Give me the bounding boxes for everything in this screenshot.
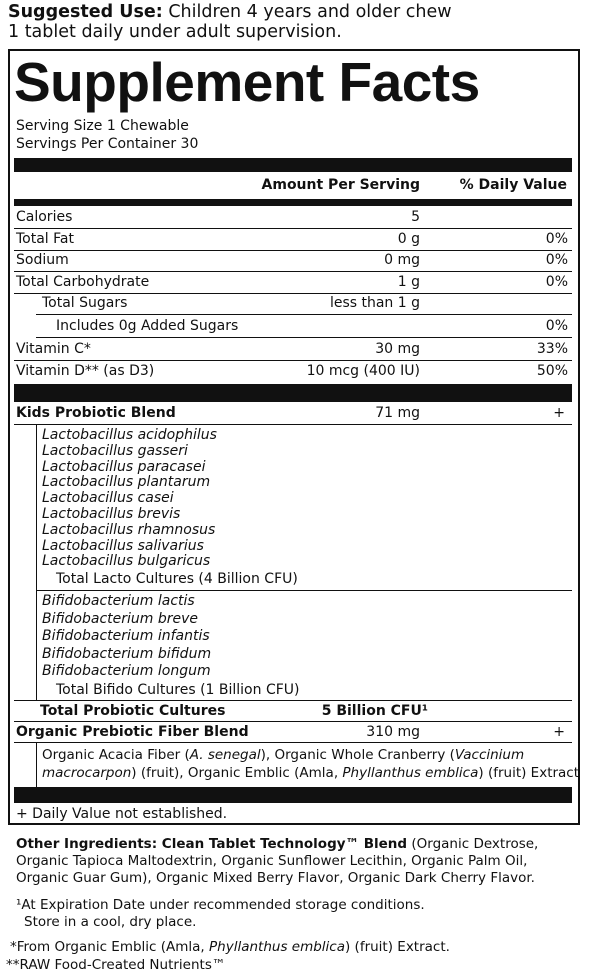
probiotic-blend-dv: +: [553, 405, 565, 421]
header-amount: Amount Per Serving: [261, 177, 420, 193]
fiber-blend-dv: +: [553, 724, 565, 740]
nutrient-name: Vitamin D** (as D3): [16, 363, 155, 379]
thick-divider-2: [14, 384, 572, 402]
strain-item: Bifidobacterium longum: [42, 663, 211, 680]
bifido-total: Total Bifido Cultures (1 Billion CFU): [56, 682, 300, 698]
strain-item: Lactobacillus plantarum: [42, 474, 211, 491]
nutrient-name: Total Sugars: [42, 295, 128, 311]
strain-item: Bifidobacterium bifidum: [42, 645, 212, 662]
probiotic-blend-name: Kids Probiotic Blend: [16, 405, 176, 421]
row-divider: [14, 360, 572, 361]
nutrient-daily-value: 33%: [536, 341, 568, 357]
nutrient-daily-value: 50%: [536, 363, 568, 379]
medium-divider: [14, 199, 572, 206]
nutrient-daily-value: 0%: [545, 231, 568, 247]
thick-divider: [14, 158, 572, 172]
nutrient-daily-value: 0%: [545, 318, 568, 334]
strain-item: Bifidobacterium breve: [42, 610, 199, 627]
nutrient-name: Vitamin C*: [16, 341, 91, 357]
row-divider: [14, 271, 572, 272]
strain-item: Lactobacillus gasseri: [42, 442, 188, 459]
nutrient-name: Total Fat: [16, 231, 74, 247]
header-daily-value: % Daily Value: [459, 177, 567, 193]
nutrient-amount: 0 mg: [384, 252, 420, 268]
servings-per-container: Servings Per Container 30: [16, 136, 199, 152]
row-divider: [14, 250, 572, 251]
row-divider: [14, 742, 572, 743]
fiber-blend-name: Organic Prebiotic Fiber Blend: [16, 724, 249, 740]
other-ingredients-label: Other Ingredients: Clean Tablet Technology™ Blend: [16, 836, 408, 852]
nutrient-amount: 10 mcg (400 IU): [306, 363, 420, 379]
row-divider: [14, 721, 572, 722]
expiration-note: ¹At Expiration Date under recommended storage conditions. Store in a cool, dry place.: [16, 897, 425, 930]
strain-item: Lactobacillus acidophilus: [42, 427, 217, 443]
footnote-vitamin-c: *From Organic Emblic (Amla, Phyllanthus emblica) (fruit) Extract.: [10, 939, 450, 955]
lacto-total: Total Lacto Cultures (4 Billion CFU): [56, 571, 298, 587]
row-divider: [36, 314, 572, 315]
row-divider: [14, 424, 572, 425]
footnote-vitamin-d: **RAW Food-Created Nutrients™: [6, 957, 226, 973]
nutrient-amount: 5: [411, 209, 420, 225]
row-divider: [14, 700, 572, 701]
fiber-indent-line: [36, 743, 37, 787]
nutrient-name: Total Carbohydrate: [16, 274, 150, 290]
strain-item: Lactobacillus brevis: [42, 506, 181, 522]
strain-item: Lactobacillus casei: [42, 490, 174, 507]
blend-indent-line: [36, 425, 37, 700]
nutrient-name: Includes 0g Added Sugars: [56, 318, 239, 334]
fiber-description-line2: macrocarpon) (fruit), Organic Emblic (Amla, Phyllanthus emblica) (fruit) Extract: [42, 765, 580, 781]
nutrient-name: Calories: [16, 209, 73, 225]
strain-item: Lactobacillus rhamnosus: [42, 521, 216, 538]
lacto-divider: [36, 590, 572, 591]
nutrient-amount: less than 1 g: [329, 295, 420, 311]
total-probiotic-name: Total Probiotic Cultures: [40, 703, 226, 719]
suggested-use-label: Suggested Use:: [8, 2, 163, 22]
nutrient-amount: 1 g: [397, 274, 420, 290]
strain-item: Lactobacillus paracasei: [42, 458, 206, 475]
row-divider: [14, 228, 572, 229]
nutrient-daily-value: 0%: [545, 274, 568, 290]
row-divider: [36, 337, 572, 338]
dv-note: + Daily Value not established.: [16, 806, 228, 822]
serving-size: Serving Size 1 Chewable: [16, 118, 189, 134]
probiotic-blend-amount: 71 mg: [375, 405, 420, 421]
strain-item: Bifidobacterium infantis: [42, 628, 210, 645]
nutrient-daily-value: 0%: [545, 252, 568, 268]
nutrient-name: Sodium: [16, 252, 69, 268]
total-probiotic-amount: 5 Billion CFU¹: [321, 703, 428, 719]
strain-item: Lactobacillus salivarius: [42, 537, 204, 554]
strain-item: Bifidobacterium lactis: [42, 593, 195, 609]
thick-divider-3: [14, 787, 572, 803]
strain-item: Lactobacillus bulgaricus: [42, 553, 211, 570]
nutrient-amount: 0 g: [397, 231, 420, 247]
fiber-description-line1: Organic Acacia Fiber (A. senegal), Organic Whole Cranberry (Vaccinium: [42, 747, 525, 763]
row-divider: [14, 293, 572, 294]
other-ingredients: Other Ingredients: Clean Tablet Technology™ Blend (Organic Dextrose, Organic Tapioca Maltodextrin, Organic Sunflower Lecithin, Organic Palm Oil, Organic Guar Gum), Organic Mixed Berry Flavor, Organic Dark Cherry Flavor.: [16, 836, 539, 886]
fiber-blend-amount: 310 mg: [366, 724, 420, 740]
suggested-use: Suggested Use: Children 4 years and older chew 1 tablet daily under adult supervision.: [8, 2, 452, 42]
panel-title: Supplement Facts: [14, 51, 480, 113]
nutrient-amount: 30 mg: [375, 341, 420, 357]
